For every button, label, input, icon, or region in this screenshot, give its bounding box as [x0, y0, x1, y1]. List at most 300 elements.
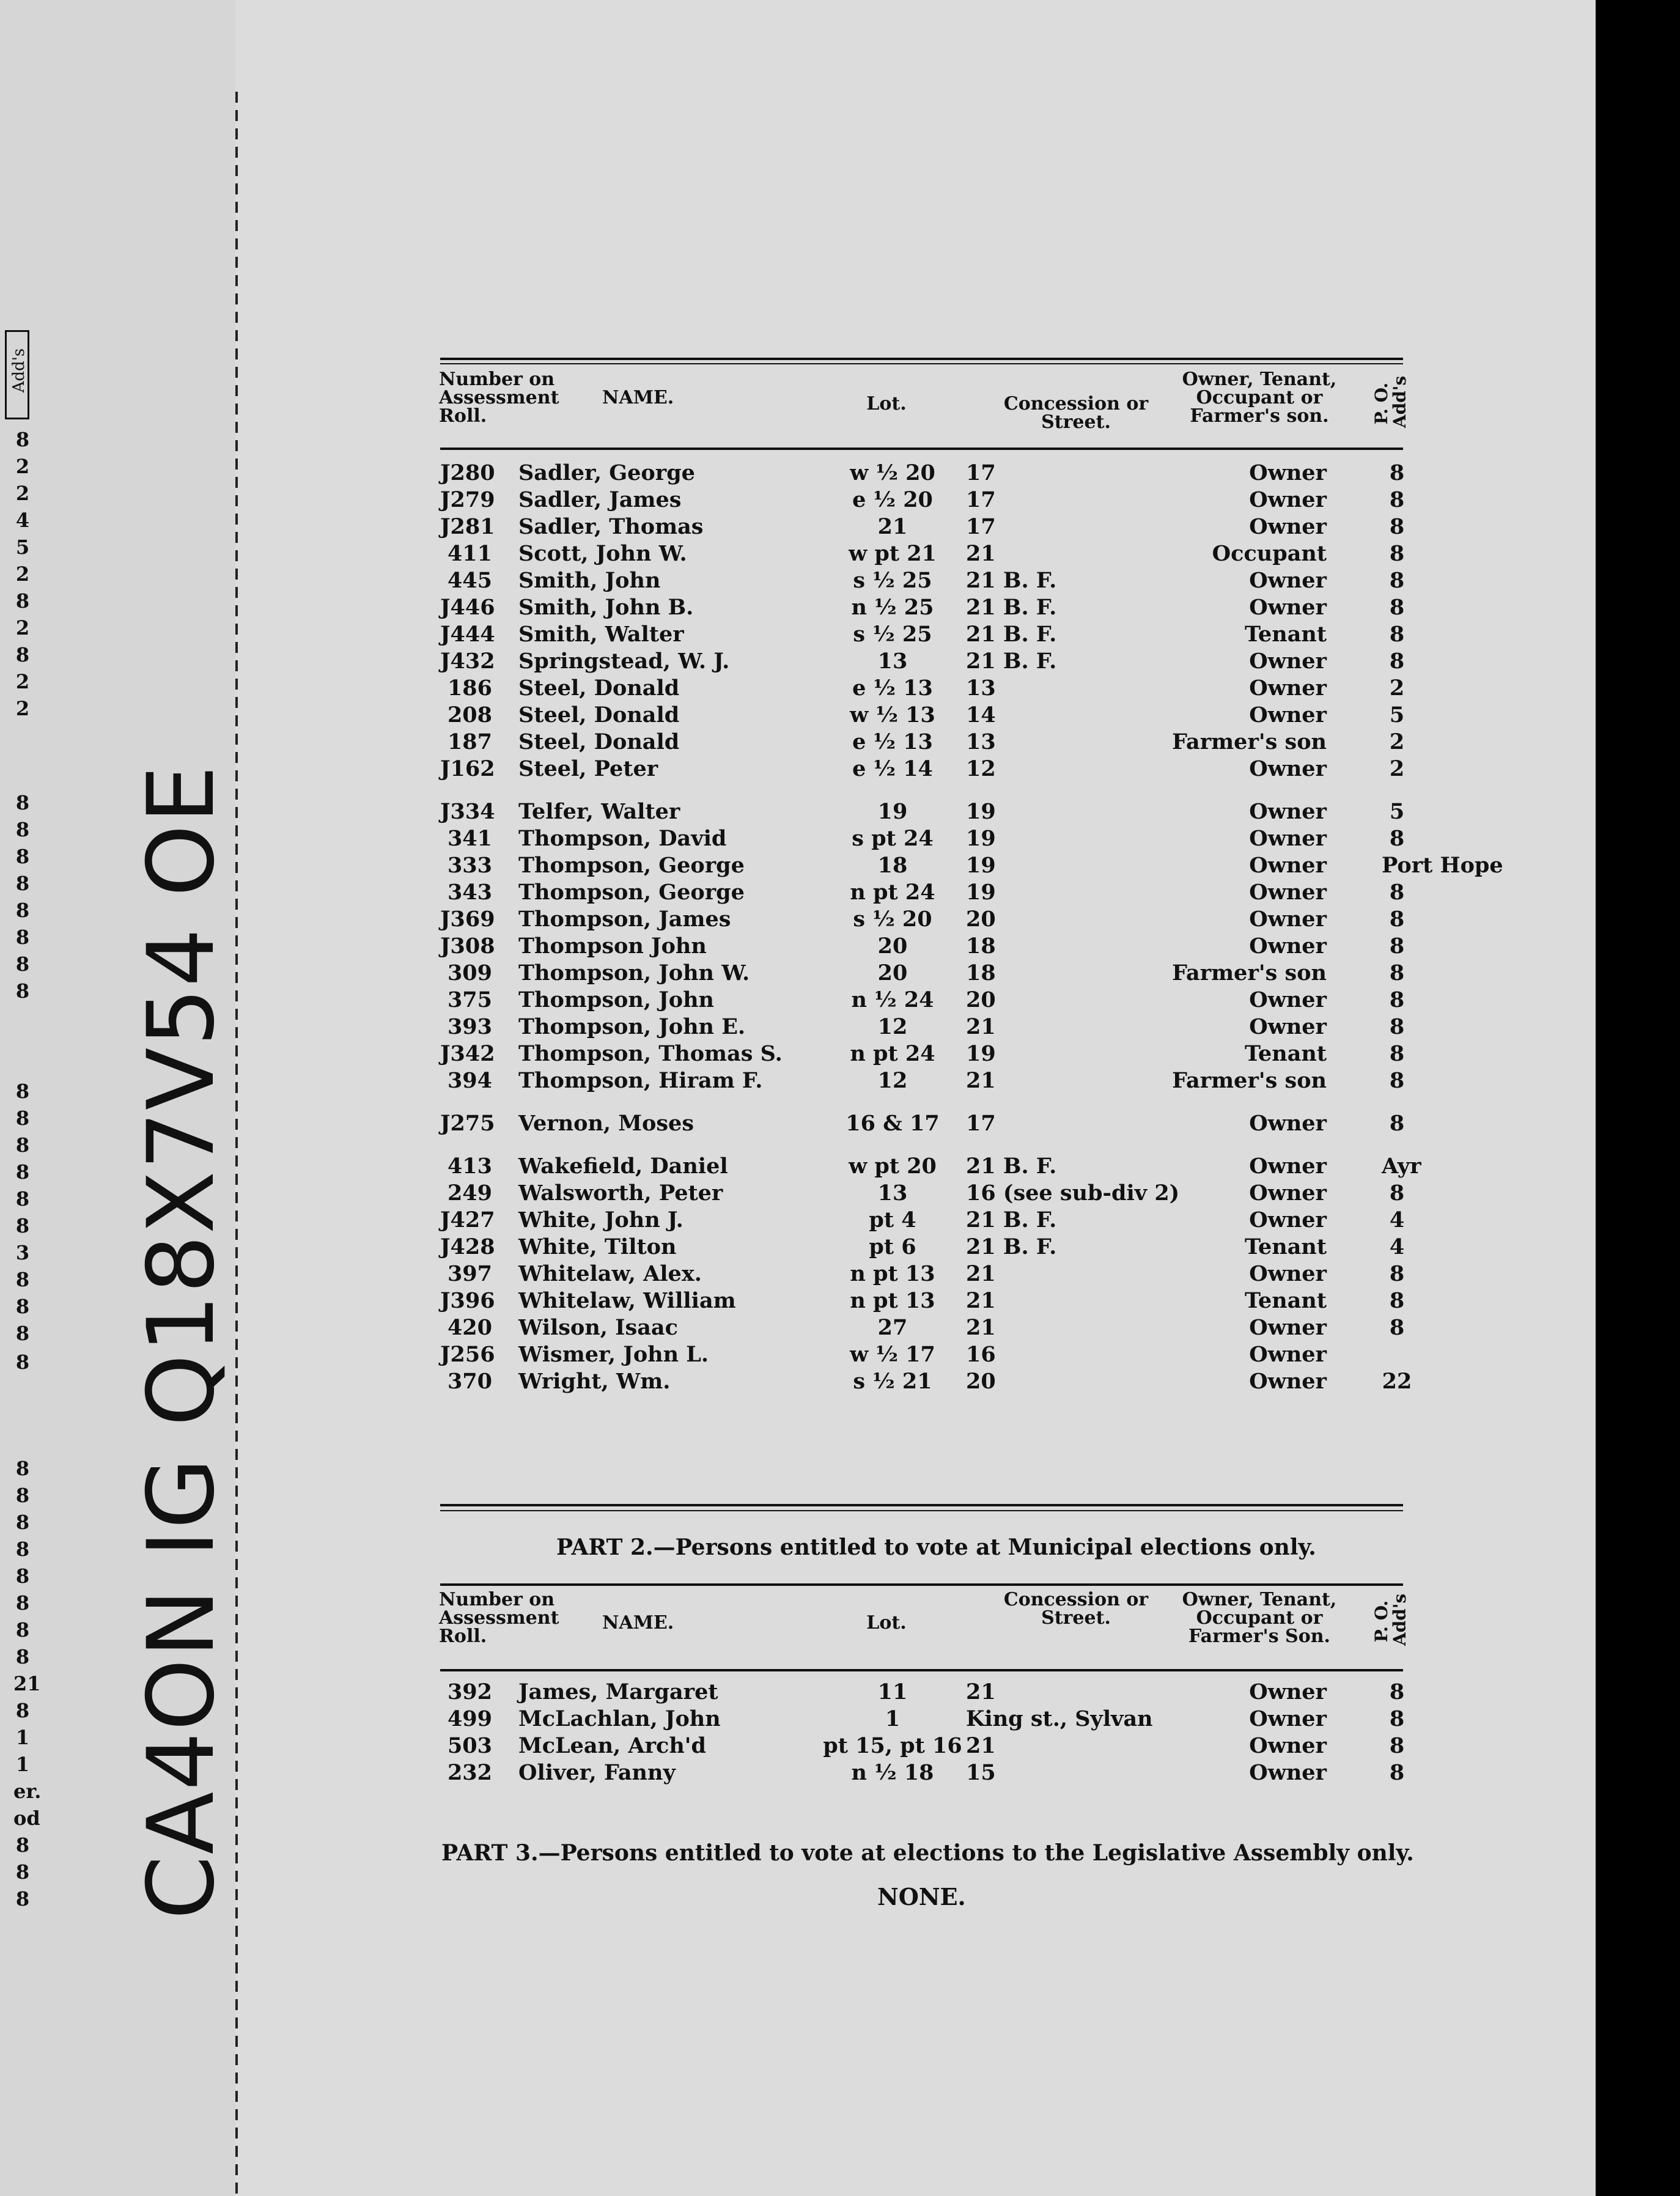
po-address: 8: [1389, 514, 1405, 539]
margin-digit: 2: [15, 697, 30, 720]
voter-name: Thompson John: [518, 934, 707, 959]
voter-name: Thompson, John E.: [518, 1014, 746, 1039]
owner-status: Owner: [1249, 1154, 1327, 1179]
margin-digit: 21: [13, 1672, 41, 1695]
lot: 21: [877, 514, 908, 539]
lot: s ½ 25: [853, 568, 932, 593]
call-number: CA4ON IG Q18X7V54 OE: [128, 764, 235, 1920]
lot: e ½ 13: [852, 729, 933, 754]
lot: pt 6: [869, 1234, 916, 1259]
concession: 21 B. F.: [966, 1234, 1057, 1259]
part2-header-rule: [440, 1669, 1403, 1671]
voter-name: Smith, Walter: [518, 622, 684, 647]
owner-status: Owner: [1249, 649, 1327, 674]
owner-status: Tenant: [1244, 1288, 1327, 1313]
concession: 20: [966, 1369, 996, 1394]
lot: s ½ 20: [853, 907, 932, 932]
margin-digit: 8: [15, 1322, 30, 1345]
assessment-number: 411: [447, 541, 492, 566]
lot: e ½ 13: [852, 676, 933, 701]
concession: 16: [966, 1342, 996, 1367]
concession: 16 (see sub-div 2): [966, 1181, 1180, 1206]
owner-status: Owner: [1249, 1207, 1327, 1232]
lot: w pt 21: [849, 541, 937, 566]
voter-name: Thompson, Thomas S.: [518, 1041, 783, 1066]
owner-status: Owner: [1249, 460, 1327, 485]
table-row: [0, 1288, 1596, 1314]
concession: 19: [966, 799, 996, 824]
po-address: 8: [1389, 1041, 1405, 1066]
concession: 21: [966, 1068, 996, 1093]
owner-status: Owner: [1249, 756, 1327, 781]
po-address: 2: [1389, 756, 1405, 781]
po-address: 8: [1389, 622, 1405, 647]
lot: n ½ 24: [851, 987, 934, 1012]
margin-digit: 8: [15, 1484, 30, 1507]
lot: 11: [877, 1679, 908, 1704]
margin-header-box: [5, 330, 29, 419]
assessment-number: J334: [440, 799, 495, 824]
voter-name: Smith, John: [518, 568, 661, 593]
lot: 27: [877, 1315, 908, 1340]
assessment-number: 499: [447, 1706, 492, 1731]
table-row: [0, 1041, 1596, 1067]
margin-digit: 2: [15, 455, 30, 478]
lot: 13: [877, 1181, 908, 1206]
owner-status: Owner: [1249, 1111, 1327, 1136]
po-address: 2: [1389, 729, 1405, 754]
assessment-number: 249: [447, 1181, 492, 1206]
table-row: [0, 852, 1596, 879]
lot: 18: [877, 853, 908, 878]
voter-name: Oliver, Fanny: [518, 1760, 676, 1785]
fold-line: [235, 92, 238, 2196]
table-row: [0, 1341, 1596, 1368]
lot: 12: [877, 1014, 908, 1039]
po-address: 8: [1389, 826, 1405, 851]
table-row: [0, 987, 1596, 1014]
owner-status: Farmer's son: [1172, 960, 1327, 986]
po-address: 4: [1389, 1207, 1405, 1232]
voter-name: Wismer, John L.: [518, 1342, 709, 1367]
voter-name: Sadler, Thomas: [518, 514, 704, 539]
voter-name: Wright, Wm.: [518, 1369, 671, 1394]
assessment-number: 186: [447, 676, 492, 701]
assessment-number: J279: [440, 487, 495, 512]
concession: 21: [966, 1679, 996, 1704]
voter-name: Sadler, James: [518, 487, 682, 512]
table-row: [0, 621, 1596, 648]
assessment-number: J162: [440, 756, 495, 781]
owner-status: Owner: [1249, 1315, 1327, 1340]
margin-digit: 8: [15, 845, 30, 868]
po-address: Port Hope: [1382, 853, 1503, 878]
voter-name: Springstead, W. J.: [518, 649, 730, 674]
margin-digit: 8: [15, 926, 30, 949]
concession: 21: [966, 541, 996, 566]
owner-status: Owner: [1249, 826, 1327, 851]
owner-status: Owner: [1249, 595, 1327, 620]
lot: 20: [877, 960, 908, 986]
po-address: 8: [1389, 987, 1405, 1012]
margin-digit: 8: [15, 1295, 30, 1318]
table-top-rule: [440, 358, 1403, 360]
voter-name: Wakefield, Daniel: [518, 1154, 728, 1179]
lot: 12: [877, 1068, 908, 1093]
assessment-number: J275: [440, 1111, 495, 1136]
po-address: 8: [1389, 880, 1405, 905]
owner-status: Owner: [1249, 934, 1327, 959]
part2-top-rule-inner: [440, 1510, 1403, 1511]
assessment-number: 343: [447, 880, 492, 905]
margin-digit: 8: [15, 899, 30, 922]
voter-name: Thompson, James: [518, 907, 731, 932]
owner-status: Owner: [1249, 1261, 1327, 1286]
table-row: [0, 1706, 1596, 1733]
table-row: [0, 648, 1596, 675]
owner-status: Owner: [1249, 853, 1327, 878]
po-address: 8: [1389, 1261, 1405, 1286]
margin-digit: 2: [15, 616, 30, 639]
po-address: 8: [1389, 1760, 1405, 1785]
owner-status: Owner: [1249, 1181, 1327, 1206]
margin-digit: 2: [15, 482, 30, 505]
part2-header-name: NAME.: [602, 1612, 674, 1634]
part2-header-lot: Lot.: [866, 1612, 907, 1634]
margin-digit: 8: [15, 589, 30, 613]
assessment-number: J280: [440, 460, 495, 485]
part2-top-rule: [440, 1504, 1403, 1506]
concession: 21 B. F.: [966, 649, 1057, 674]
owner-status: Tenant: [1244, 622, 1327, 647]
voter-name: Steel, Peter: [518, 756, 658, 781]
po-address: 8: [1389, 1014, 1405, 1039]
lot: pt 4: [869, 1207, 916, 1232]
header-po: P. O. Add's: [1371, 375, 1410, 428]
margin-digit: 3: [15, 1241, 30, 1264]
margin-digit: 8: [15, 1214, 30, 1237]
header-name: NAME.: [602, 387, 674, 408]
assessment-number: 394: [447, 1068, 492, 1093]
po-address: 5: [1389, 799, 1405, 824]
margin-digit: 1: [15, 1753, 30, 1776]
margin-digit: 8: [15, 1080, 30, 1103]
assessment-number: 341: [447, 826, 492, 851]
owner-status: Owner: [1249, 1679, 1327, 1704]
table-row: [0, 675, 1596, 702]
table-row: [0, 756, 1596, 783]
assessment-number: J446: [440, 595, 495, 620]
lot: 20: [877, 934, 908, 959]
assessment-number: J428: [440, 1234, 495, 1259]
margin-digit: 8: [15, 1511, 30, 1534]
margin-digit: 8: [15, 1538, 30, 1561]
concession: 19: [966, 1041, 996, 1066]
lot: n pt 13: [850, 1261, 935, 1286]
concession: 21 B. F.: [966, 568, 1057, 593]
table-row: [0, 514, 1596, 540]
part3-title: PART 3.—Persons entitled to vote at elections to the Legislative Assembly only.: [441, 1840, 1414, 1866]
table-row: [0, 1207, 1596, 1234]
voter-name: McLachlan, John: [518, 1706, 721, 1731]
assessment-number: J444: [440, 622, 495, 647]
concession: 17: [966, 1111, 996, 1136]
owner-status: Tenant: [1244, 1234, 1327, 1259]
po-address: 8: [1389, 1181, 1405, 1206]
owner-status: Owner: [1249, 487, 1327, 512]
margin-digit: 8: [15, 979, 30, 1003]
previous-page-strip: [0, 0, 235, 2196]
margin-digit: 8: [15, 791, 30, 814]
voter-name: Telfer, Walter: [518, 799, 680, 824]
concession: 19: [966, 826, 996, 851]
header-lot: Lot.: [866, 393, 907, 415]
margin-digit: 8: [15, 1187, 30, 1210]
po-address: 8: [1389, 1706, 1405, 1731]
voter-name: Walsworth, Peter: [518, 1181, 723, 1206]
voter-name: Sadler, George: [518, 460, 695, 485]
po-address: 8: [1389, 1733, 1405, 1758]
margin-digit: 8: [15, 952, 30, 976]
lot: s pt 24: [852, 826, 934, 851]
po-address: 8: [1389, 595, 1405, 620]
assessment-number: 309: [447, 960, 492, 986]
po-address: 8: [1389, 568, 1405, 593]
concession: 21 B. F.: [966, 1207, 1057, 1232]
header-rule: [440, 448, 1403, 450]
owner-status: Farmer's son: [1172, 729, 1327, 754]
concession: 21: [966, 1261, 996, 1286]
assessment-number: 503: [447, 1733, 492, 1758]
assessment-number: J342: [440, 1041, 495, 1066]
lot: n ½ 18: [851, 1760, 934, 1785]
po-address: 22: [1382, 1369, 1412, 1394]
concession: 20: [966, 987, 996, 1012]
table-row: [0, 825, 1596, 852]
concession: 18: [966, 934, 996, 959]
margin-header: Add's: [10, 348, 28, 393]
lot: pt 15, pt 16: [823, 1733, 962, 1758]
voter-name: Steel, Donald: [518, 702, 680, 728]
assessment-number: 232: [447, 1760, 492, 1785]
table-row: [0, 1234, 1596, 1261]
voter-name: Thompson, John: [518, 987, 715, 1012]
table-row: [0, 1014, 1596, 1041]
margin-digit: 8: [15, 1618, 30, 1641]
table-row: [0, 702, 1596, 729]
po-address: 8: [1389, 649, 1405, 674]
owner-status: Farmer's son: [1172, 1068, 1327, 1093]
table-row: [0, 933, 1596, 960]
po-address: 8: [1389, 460, 1405, 485]
assessment-number: 375: [447, 987, 492, 1012]
table-row: [0, 1733, 1596, 1759]
table-row: [0, 1261, 1596, 1288]
table-row: [0, 729, 1596, 756]
voter-name: Thompson, John W.: [518, 960, 750, 986]
assessment-number: 397: [447, 1261, 492, 1286]
owner-status: Owner: [1249, 1342, 1327, 1367]
po-address: 2: [1389, 676, 1405, 701]
margin-digit: 8: [15, 818, 30, 841]
header-concession: Concession or Street.: [1003, 393, 1149, 433]
owner-status: Owner: [1249, 907, 1327, 932]
po-address: 8: [1389, 960, 1405, 986]
owner-status: Owner: [1249, 1706, 1327, 1731]
margin-digit: 2: [15, 670, 30, 693]
concession: 21: [966, 1315, 996, 1340]
owner-status: Owner: [1249, 702, 1327, 728]
voter-name: White, Tilton: [518, 1234, 677, 1259]
table-row: [0, 567, 1596, 594]
table-row: [0, 1368, 1596, 1395]
concession: 21 B. F.: [966, 595, 1057, 620]
assessment-number: J427: [440, 1207, 495, 1232]
margin-digit: 8: [15, 1887, 30, 1910]
assessment-number: 187: [447, 729, 492, 754]
margin-digit: 8: [15, 1591, 30, 1615]
lot: n pt 13: [850, 1288, 935, 1313]
margin-digit: 8: [15, 1645, 30, 1668]
concession: 12: [966, 756, 996, 781]
lot: n pt 24: [850, 880, 935, 905]
part2-header-po: P. O. Add's: [1371, 1593, 1410, 1646]
po-address: 8: [1389, 1111, 1405, 1136]
table-row: [0, 960, 1596, 987]
margin-digit: 5: [15, 536, 30, 559]
header-owner: Owner, Tenant, Occupant or Farmer's son.: [1182, 369, 1337, 427]
margin-digit: 8: [15, 1107, 30, 1130]
owner-status: Owner: [1249, 1733, 1327, 1758]
margin-digit: 8: [15, 428, 30, 451]
assessment-number: 370: [447, 1369, 492, 1394]
owner-status: Owner: [1249, 1369, 1327, 1394]
concession: 19: [966, 880, 996, 905]
owner-status: Owner: [1249, 568, 1327, 593]
owner-status: Owner: [1249, 514, 1327, 539]
owner-status: Owner: [1249, 880, 1327, 905]
po-address: 8: [1389, 487, 1405, 512]
assessment-number: J369: [440, 907, 495, 932]
voter-name: Thompson, George: [518, 880, 745, 905]
voter-name: Whitelaw, William: [518, 1288, 736, 1313]
scan-edge: [1596, 0, 1680, 2196]
margin-digit: 2: [15, 562, 30, 586]
table-row: [0, 460, 1596, 487]
voter-name: Steel, Donald: [518, 676, 680, 701]
lot: w ½ 13: [850, 702, 935, 728]
table-top-rule-inner: [440, 363, 1403, 364]
part2-header-concession: Concession or Street.: [1003, 1589, 1149, 1629]
voter-name: Scott, John W.: [518, 541, 687, 566]
voter-name: Smith, John B.: [518, 595, 694, 620]
margin-digit: od: [13, 1807, 40, 1830]
lot: s ½ 21: [853, 1369, 932, 1394]
voter-name: Thompson, David: [518, 826, 727, 851]
concession: 19: [966, 853, 996, 878]
part2-header-number: Number on Assessment Roll.: [439, 1589, 559, 1647]
assessment-number: 208: [447, 702, 492, 728]
voter-name: McLean, Arch'd: [518, 1733, 706, 1758]
concession: King st., Sylvan: [966, 1706, 1153, 1731]
owner-status: Owner: [1249, 799, 1327, 824]
concession: 21 B. F.: [966, 622, 1057, 647]
po-address: 8: [1389, 1288, 1405, 1313]
lot: w ½ 17: [850, 1342, 935, 1367]
table-row: [0, 1067, 1596, 1094]
lot: 1: [885, 1706, 901, 1731]
table-row: [0, 798, 1596, 825]
po-address: 4: [1389, 1234, 1405, 1259]
assessment-number: 393: [447, 1014, 492, 1039]
lot: s ½ 25: [853, 622, 932, 647]
assessment-number: 413: [447, 1154, 492, 1179]
assessment-number: 420: [447, 1315, 492, 1340]
table-row: [0, 1314, 1596, 1341]
concession: 13: [966, 676, 996, 701]
voter-name: James, Margaret: [518, 1679, 718, 1704]
assessment-number: J432: [440, 649, 495, 674]
lot: 16 & 17: [846, 1111, 940, 1136]
margin-digit: 4: [15, 509, 30, 532]
owner-status: Owner: [1249, 987, 1327, 1012]
table-row: [0, 879, 1596, 906]
concession: 17: [966, 460, 996, 485]
margin-digit: 8: [15, 1564, 30, 1588]
concession: 15: [966, 1760, 996, 1785]
margin-digit: 8: [15, 1133, 30, 1157]
voter-name: Vernon, Moses: [518, 1111, 694, 1136]
part2-header-top-rule: [440, 1583, 1403, 1586]
lot: n pt 24: [850, 1041, 935, 1066]
concession: 17: [966, 514, 996, 539]
voter-name: Steel, Donald: [518, 729, 680, 754]
margin-digit: 8: [15, 1699, 30, 1722]
lot: n ½ 25: [851, 595, 934, 620]
po-address: 8: [1389, 541, 1405, 566]
concession: 18: [966, 960, 996, 986]
margin-digit: er.: [13, 1780, 42, 1803]
assessment-number: J281: [440, 514, 495, 539]
lot: e ½ 20: [852, 487, 933, 512]
lot: w ½ 20: [850, 460, 935, 485]
owner-status: Occupant: [1212, 541, 1327, 566]
margin-digit: 8: [15, 1350, 30, 1374]
part3-none: NONE.: [877, 1883, 966, 1910]
table-row: [0, 1110, 1596, 1137]
owner-status: Owner: [1249, 1760, 1327, 1785]
table-row: [0, 487, 1596, 514]
po-address: 8: [1389, 934, 1405, 959]
po-address: 8: [1389, 1679, 1405, 1704]
owner-status: Tenant: [1244, 1041, 1327, 1066]
table-row: [0, 594, 1596, 621]
concession: 21 B. F.: [966, 1154, 1057, 1179]
assessment-number: 392: [447, 1679, 492, 1704]
margin-digit: 1: [15, 1726, 30, 1749]
margin-digit: 8: [15, 872, 30, 895]
part2-title: PART 2.—Persons entitled to vote at Municipal elections only.: [556, 1535, 1316, 1560]
margin-digit: 8: [15, 1268, 30, 1291]
margin-digit: 8: [15, 643, 30, 666]
po-address: 5: [1389, 702, 1405, 728]
table-row: [0, 906, 1596, 933]
lot: 13: [877, 649, 908, 674]
voter-name: Wilson, Isaac: [518, 1315, 678, 1340]
part2-header-owner: Owner, Tenant, Occupant or Farmer's Son.: [1182, 1589, 1337, 1647]
po-address: 8: [1389, 1068, 1405, 1093]
assessment-number: 445: [447, 568, 492, 593]
